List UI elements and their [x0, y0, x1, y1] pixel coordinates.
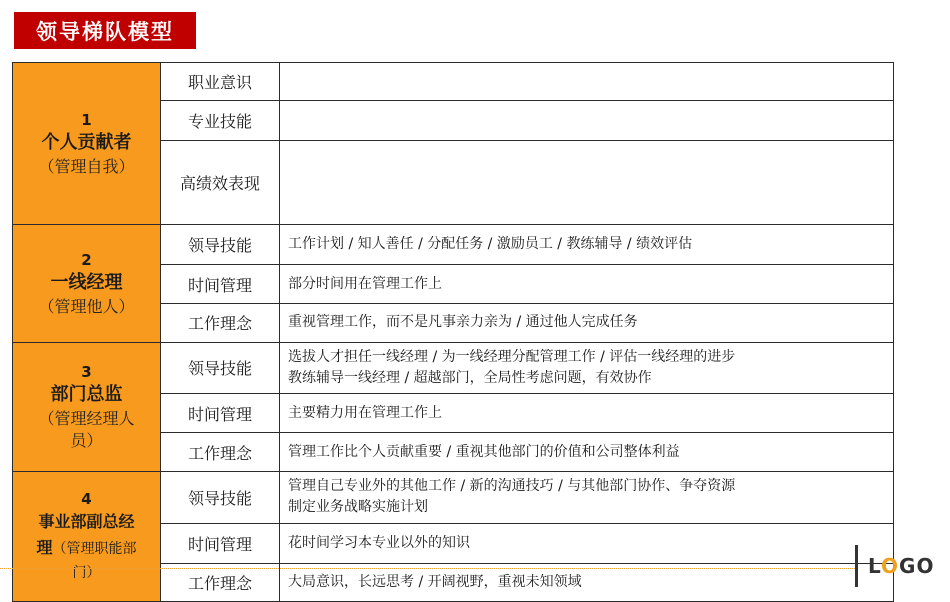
- description-line: 管理工作比个人贡献重要 / 重视其他部门的价值和公司整体利益: [288, 443, 680, 460]
- level-4-cell: [13, 471, 161, 601]
- description-line: 工作计划 / 知人善任 / 分配任务 / 激励员工 / 教练辅导 / 绩效评估: [288, 236, 693, 253]
- category-cell: 时间管理: [161, 524, 280, 563]
- level-name-cont: [13, 535, 160, 562]
- category-cell: 领导技能: [161, 342, 280, 393]
- description-cell: [280, 471, 894, 523]
- level-name: 一线经理: [50, 271, 123, 293]
- category-cell: 时间管理: [161, 394, 280, 433]
- description-cell: [280, 524, 894, 563]
- category-cell: 工作理念: [161, 563, 280, 601]
- category-cell: 工作理念: [161, 304, 280, 342]
- category-cell: 专业技能: [161, 101, 280, 140]
- table-row: [13, 225, 894, 264]
- table-row: [13, 342, 894, 393]
- category-cell: 领导技能: [161, 225, 280, 264]
- description-cell: [280, 304, 894, 342]
- description-line: 花时间学习本专业以外的知识: [288, 534, 470, 551]
- table-row: [13, 471, 894, 523]
- level-2-cell: [13, 225, 161, 342]
- level-name-tail: 理: [36, 537, 53, 557]
- description-line: 教练辅导一线经理 / 超越部门，全局性考虑问题，有效协作: [288, 369, 652, 386]
- logo-bar: [855, 545, 858, 587]
- footer-divider: [0, 568, 855, 569]
- level-1-cell: [13, 63, 161, 225]
- description-line: 制定业务战略实施计划: [288, 499, 428, 516]
- description-cell: [280, 433, 894, 471]
- description-line: 管理自己专业外的其他工作 / 新的沟通技巧 / 与其他部门协作、争夺资源: [288, 478, 736, 495]
- description-line: 选拔人才担任一线经理 / 为一线经理分配管理工作 / 评估一线经理的进步: [288, 348, 736, 365]
- category-cell: 领导技能: [161, 471, 280, 523]
- level-3-cell: [13, 342, 161, 471]
- description-cell: [280, 264, 894, 303]
- logo: [855, 544, 945, 588]
- leadership-ladder-table: [12, 62, 894, 602]
- level-subtitle: （管理他人）: [38, 296, 135, 316]
- category-cell: 时间管理: [161, 264, 280, 303]
- level-name: 个人贡献者: [41, 131, 132, 153]
- level-number: 3: [81, 362, 92, 381]
- description-line: 主要精力用在管理工作上: [288, 404, 442, 421]
- level-subtitle-cont: 门）: [72, 564, 101, 581]
- level-number: 4: [81, 489, 92, 508]
- level-name: 部门总监: [50, 383, 123, 405]
- description-cell: [280, 63, 894, 101]
- level-subtitle: （管理职能部: [52, 540, 137, 557]
- category-cell: 高绩效表现: [161, 140, 280, 225]
- description-cell: [280, 140, 894, 225]
- description-line: 部分时间用在管理工作上: [288, 275, 442, 292]
- description-line: 重视管理工作，而不是凡事亲力亲为 / 通过他人完成任务: [288, 314, 638, 331]
- level-number: 1: [81, 110, 92, 129]
- description-cell: [280, 225, 894, 264]
- logo-text: LOGO: [868, 554, 935, 578]
- description-cell: [280, 101, 894, 140]
- level-subtitle-cont: 员）: [70, 430, 103, 450]
- category-cell: 工作理念: [161, 433, 280, 471]
- level-number: 2: [81, 250, 92, 269]
- page-title: 领导梯队模型: [14, 12, 196, 49]
- description-line: 大局意识，长远思考 / 开阔视野，重视未知领域: [288, 573, 582, 590]
- description-cell: [280, 342, 894, 393]
- level-subtitle: （管理经理人: [38, 408, 135, 428]
- level-name: 事业部副总经: [38, 511, 135, 531]
- table-row: [13, 63, 894, 101]
- level-subtitle: （管理自我）: [38, 156, 135, 176]
- description-cell: [280, 394, 894, 433]
- category-cell: 职业意识: [161, 63, 280, 101]
